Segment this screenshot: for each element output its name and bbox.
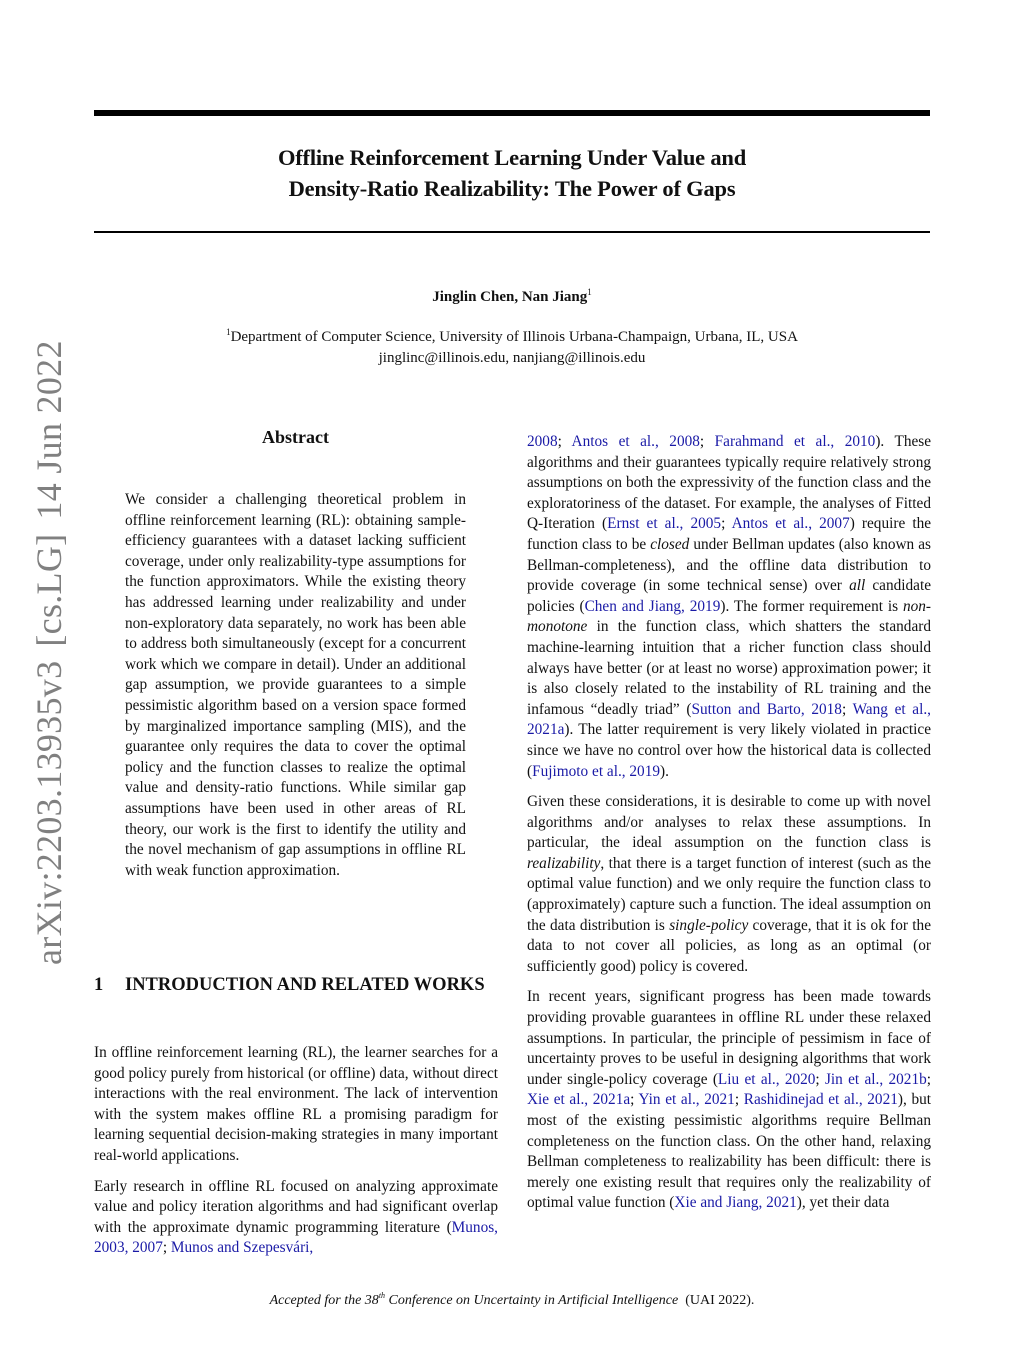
right-paragraph-continued: 2008; Antos et al., 2008; Farahmand et al., 2010). These algorithms and their guarantees typically require relatively strong assumptions on both the expressivity of the function class and the exploratoriness of the dataset. For example, the analyses of Fitted Q-Iteration (Ernst et al., 2005; Antos et al., 2007) require the function class to be closed under Bellman updates (also known as Bellman-completeness), and the offline data distribution to provide coverage (in some technical sense) over all candidate policies (Chen and Jiang, 2019). The former requirement is non-monotone in the function class, which shatters the standard machine-learning intuition that a richer function class should always have better (or at least no worse) approximation power; it is also closely related to the instability of RL training and the infamous “deadly triad” (Sutton and Barto, 2018; Wang et al., 2021a). The latter requirement is very likely violated in practice since we have no control over how the historical data is collected (Fujimoto et al., 2019). xyxy=(527,433,932,780)
citation-link[interactable]: Munos and Szepesvári, xyxy=(170,1239,314,1257)
citation-link[interactable]: Liu et al., 2020 xyxy=(717,1070,816,1088)
emphasis: realizability xyxy=(527,854,601,872)
title-line-1: Offline Reinforcement Learning Under Value and xyxy=(277,145,747,170)
arxiv-id: arXiv:2203.13935v3 xyxy=(29,660,69,965)
title-line-2: Density-Ratio Realizability: The Power of Gaps xyxy=(288,176,736,201)
citation-link[interactable]: Jin et al., 2021b xyxy=(824,1070,927,1088)
emphasis: single-policy xyxy=(669,916,749,934)
abstract-heading: Abstract xyxy=(262,427,329,447)
citation-link[interactable]: Sutton and Barto, 2018 xyxy=(691,700,842,718)
footer-acceptance: Accepted for the 38th Conference on Uncertainty in Artificial Intelligence xyxy=(269,1291,679,1308)
citation-link[interactable]: Xie et al., 2021a xyxy=(527,1091,631,1109)
emphasis: non-monotone xyxy=(527,597,931,636)
citation-link[interactable]: Wang et al., 2021a xyxy=(527,700,931,739)
abstract-body xyxy=(125,490,466,891)
arxiv-date: 14 Jun 2022 xyxy=(29,340,69,520)
citation-link[interactable]: Farahmand et al., 2010 xyxy=(714,433,876,450)
section-title: INTRODUCTION AND RELATED WORKS xyxy=(125,975,485,995)
arxiv-category: [cs.LG] xyxy=(29,533,69,647)
footer-venue: (UAI 2022). xyxy=(685,1293,755,1308)
emails: jinglinc@illinois.edu, nanjiang@illinois.edu xyxy=(378,350,646,366)
citation-link[interactable]: Antos et al., 2008 xyxy=(571,433,700,450)
citation-link[interactable]: Yin et al., 2021 xyxy=(638,1091,735,1109)
emphasis: closed xyxy=(650,535,690,553)
arxiv-stamp xyxy=(28,340,70,965)
citation-link[interactable]: Munos, 2003, 2007 xyxy=(94,1218,498,1257)
footer-note xyxy=(94,1291,930,1309)
author-names: Jinglin Chen, Nan Jiang xyxy=(432,289,588,305)
author-affil-mark: 1 xyxy=(587,287,592,297)
right-paragraph-recent: In recent years, significant progress has been made towards providing provable guarantees in offline RL under these relaxed assumptions. In particular, the principle of pessimism in face of uncertainty proves to be useful in designing algorithms that work under single-policy coverage (Liu et al., 2020; Jin et al., 2021b; Xie et al., 2021a; Yin et al., 2021; Rashidinejad et al., 2021), but most of the existing pessimistic algorithms require Bellman completeness on the function class. On the other hand, relaxing Bellman completeness to realizability has been difficult: there is merely one existing result that requires only the realizability of optimal value function (Xie and Jiang, 2021), yet their data xyxy=(527,988,932,1212)
affiliation-block xyxy=(94,322,930,369)
affiliation: Department of Computer Science, University of Illinois Urbana-Champaign, Urbana, IL, USA xyxy=(230,329,798,345)
left-column-body xyxy=(94,1043,498,1269)
citation-link[interactable]: 2008 xyxy=(527,433,558,450)
citation-link[interactable]: Antos et al., 2007 xyxy=(731,515,850,533)
right-paragraph-given: Given these considerations, it is desirable to come up with novel algorithms and/or analyses to relax these assumptions. In particular, the ideal assumption on the function class is realizability, that there is a target function of interest (such as the optimal value function) and we only require the function class to (approximately) capture such a function. The ideal assumption on the data distribution is single-policy coverage, that it is ok for the data to not cover all policies, as long as an optimal (or sufficiently good) policy is covered. xyxy=(527,793,931,975)
emphasis: all xyxy=(849,577,866,595)
intro-paragraph-2: Early research in offline RL focused on analyzing approximate value and policy iteration algorithms and had significant overlap with the approximate dynamic programming literature (Munos, 2003, 2007; Munos and Szepesvári, xyxy=(94,1177,498,1257)
abstract-text: We consider a challenging theoretical problem in offline reinforcement learning (RL): obtaining sample-efficiency guarantees with a dataset lacking sufficient coverage, under only realizability-type assumptions for the function approximators. While the existing theory has addressed learning under realizability and under non-exploratory data separately, no work has been able to address both simultaneously (except for a concurrent work which we compare in detail). Under an additional gap assumption, we provide guarantees to a simple pessimistic algorithm based on a version space formed by marginalized importance sampling (MIS), and the guarantee only requires the data to cover the optimal policy and the function classes to realize the optimal value and density-ratio functions. While similar gap assumptions have been used in other areas of RL theory, our work is the first to identify the utility and the novel mechanism of gap assumptions in offline RL with weak function approximation. xyxy=(125,491,466,879)
citation-link[interactable]: Fujimoto et al., 2019 xyxy=(532,762,661,780)
citation-link[interactable]: Ernst et al., 2005 xyxy=(607,515,722,533)
title-top-rule xyxy=(94,110,930,116)
paper-title xyxy=(94,142,930,204)
affil-mark: 1 xyxy=(226,327,231,337)
right-column-body xyxy=(527,432,931,1224)
intro-paragraph-1: In offline reinforcement learning (RL), the learner searches for a good policy purely from historical (or offline) data, without direct interactions with the real environment. The lack of intervention with the system makes offline RL a promising paradigm for learning sequential decision-making strategies in many important real-world applications. xyxy=(94,1044,498,1164)
section-number: 1 xyxy=(94,975,104,995)
citation-link[interactable]: Xie and Jiang, 2021 xyxy=(674,1194,797,1212)
authors xyxy=(94,282,930,307)
citation-link[interactable]: Chen and Jiang, 2019 xyxy=(584,597,721,615)
citation-link[interactable]: Rashidinejad et al., 2021 xyxy=(743,1091,898,1109)
title-bottom-rule xyxy=(94,231,930,233)
